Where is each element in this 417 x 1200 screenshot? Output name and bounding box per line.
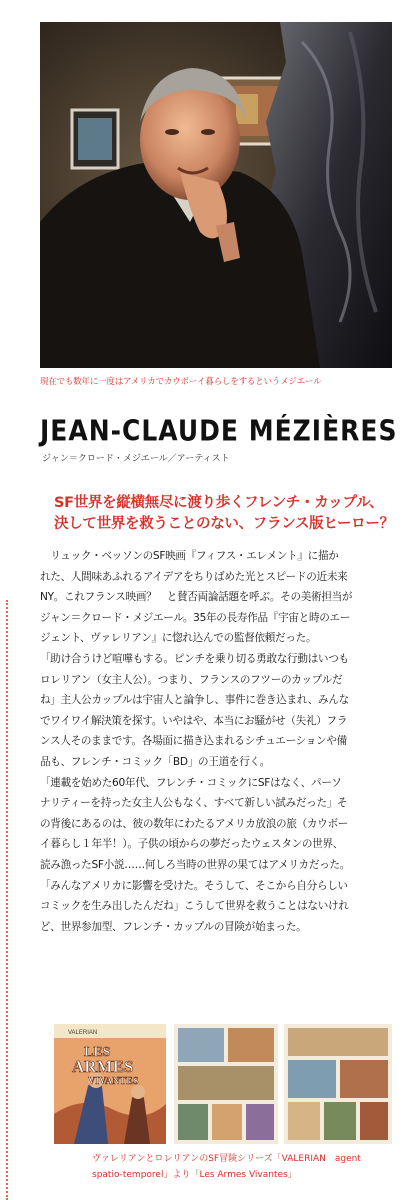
body-line: ね」主人公カップルは宇宙人と論争し、事件に巻き込まれ、みんな [40, 694, 349, 707]
body-line: ど、世界参加型、フレンチ・カップルの冒険が始まった。 [40, 920, 307, 933]
body-line: 「助け合うけど喧嘩もする。ピンチを乗り切る勇敢な行動はいつも [40, 652, 349, 665]
body-line: コミックを生み出したんだね」こうして世界を救うことはないけれ [40, 900, 349, 913]
body-line: 読み漁ったSF小説……何しろ当時の世界の果てはアメリカだった。 [40, 858, 350, 871]
portrait-illustration [40, 22, 392, 368]
comics-caption-line: spatio-temporel」より「Les Armes Vivantes」 [92, 1170, 297, 1180]
comic-illustrations [54, 1024, 392, 1144]
comic-title-line-2: ARMES [72, 1057, 134, 1076]
body-line: の背後にあるのは、彼の数年にわたるアメリカ放浪の旅（カウボー [40, 817, 349, 830]
headline [54, 493, 404, 535]
article-body [40, 546, 398, 937]
comic-cover [54, 1024, 166, 1144]
portrait-photo [40, 22, 392, 368]
comic-page-1 [174, 1024, 278, 1144]
body-line: 品も、フレンチ・コミック「BD」の王道を行く。 [40, 755, 270, 768]
comics-caption [92, 1151, 392, 1183]
comic-title-line-1: LES [84, 1045, 111, 1060]
body-line: リュック・ベッソンのSF映画『フィフス・エレメント』に描か [40, 550, 339, 562]
dotted-rule [6, 600, 8, 1200]
headline-line: 決して世界を救うことのない、フランス版ヒーロー？ [54, 516, 394, 532]
subtitle: ジャン＝クロード・メジエール／アーティスト [42, 454, 230, 464]
body-line: ンス人そのままです。各場面に描き込まれるシチュエーションや備 [40, 735, 347, 748]
comic-page-2 [284, 1024, 392, 1144]
body-line: 「みんなアメリカに影響を受けた。そうして、そこから自分らしい [40, 879, 348, 892]
body-line: ジャン＝クロード・メジエール。35年の長寿作品『宇宙と時のエー [40, 611, 351, 624]
body-line: でワイワイ解決策を探す。いやはや、本当にお騒がせ（失礼）フラ [40, 714, 348, 727]
photo-caption: 現在でも数年に一度はアメリカでカウボーイ暮らしをするというメジエール [40, 377, 322, 387]
body-line: れた、人間味あふれるアイデアをちりばめた光とスピードの近未来 [40, 570, 348, 583]
headline-line: SF世界を縦横無尽に渡り歩くフレンチ・カップル、 [54, 495, 384, 511]
body-line: ジェント、ヴァレリアン』に惚れ込んでの監督依頼だった。 [40, 632, 317, 645]
body-line: ナリティーを持った女主人公もなく、すべて新しい試みだった」そ [40, 797, 348, 810]
body-line: イ暮らし１年半！）。子供の頃からの夢だったウェスタンの世界、 [40, 838, 344, 851]
comic-images [54, 1024, 392, 1144]
body-line: ロレリアン（女主人公）。つまり、フランスのフツーのカップルだ [40, 673, 343, 686]
body-line: 「連載を始めた60年代、フレンチ・コミックにSFはなく、パーソ [40, 776, 342, 789]
comic-series: VALERIAN [68, 1030, 98, 1036]
comic-title-line-3: VIVANTES [88, 1076, 139, 1087]
page-title: JEAN-CLAUDE MÉZIÈRES [40, 414, 398, 448]
body-line: NY。これフランス映画？ と賛否両論話題を呼ぶ。その美術担当が [40, 591, 353, 604]
comics-caption-line: ヴァレリアンとロレリアンのSF冒険シリーズ「VALERIAN agent [92, 1154, 361, 1164]
